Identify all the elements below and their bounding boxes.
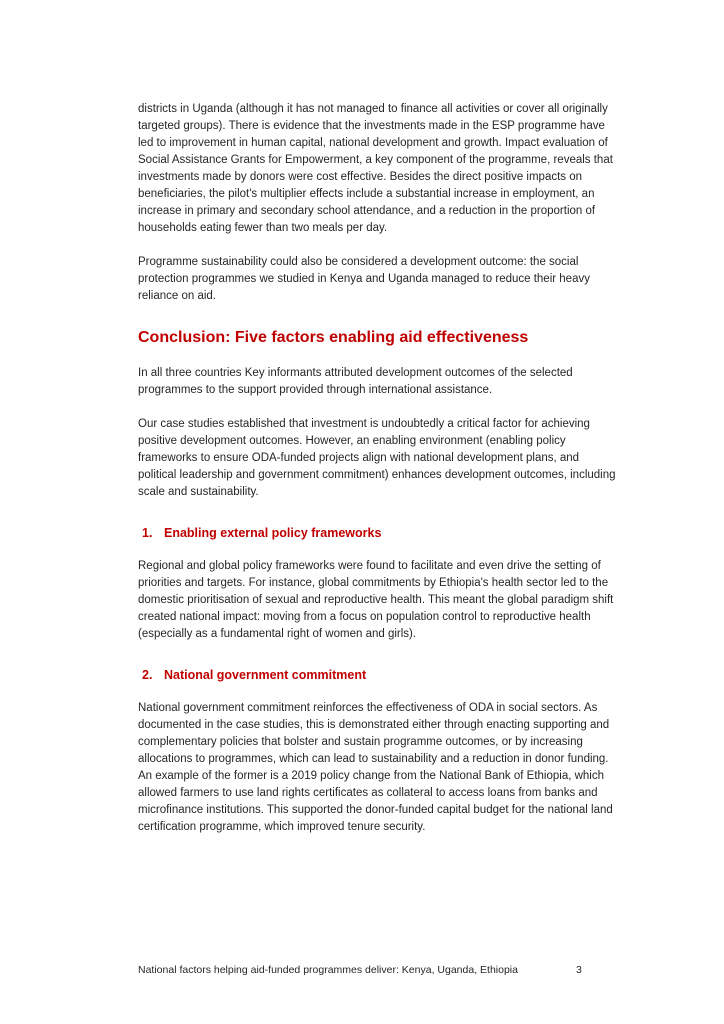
page-footer [138, 963, 620, 977]
factor-title-1: Enabling external policy frameworks [164, 526, 382, 540]
conclusion-heading: Conclusion: Five factors enabling aid effectiveness [138, 329, 529, 346]
factor-heading-1 [138, 524, 620, 542]
body-paragraph-sustainability: Programme sustainability could also be considered a development outcome: the social protection programmes we studied in Kenya and Uganda managed to reduce their heavy reliance on aid. [138, 256, 590, 302]
factor-heading-2 [138, 666, 620, 684]
conclusion-paragraph-informants: In all three countries Key informants attributed development outcomes of the selected programmes to the support provided through international assistance. [138, 367, 573, 396]
document-page [138, 101, 620, 836]
factor-number-2: 2. [142, 668, 153, 682]
factor-number-1: 1. [142, 526, 153, 540]
factor-paragraph-2: National government commitment reinforces the effectiveness of ODA in social sectors. As documented in the case studies, this is demonstrated either through enacting supporting and complementary policies that bolster and sustain programme outcomes, or by increasing allocations to programmes, which can lead to sustainability and a reduction in donor funding. An example of the former is a 2019 policy change from the National Bank of Ethiopia, which allowed farmers to use land rights certificates as collateral to access loans from banks and microfinance institutions. This supported the donor-funded capital budget for the national land certification programme, which improved tenure security. [138, 702, 613, 833]
factor-title-2: National government commitment [164, 668, 367, 682]
footer-title: National factors helping aid-funded programmes deliver: Kenya, Uganda, Ethiopia [138, 964, 518, 976]
conclusion-paragraph-investment: Our case studies established that investment is undoubtedly a critical factor for achieving positive development outcomes. However, an enabling environment (enabling policy frameworks to ensure ODA-funded projects align with national development plans, and political leadership and government commitment) enhances development outcomes, including scale and sustainability. [138, 418, 616, 498]
factor-paragraph-1: Regional and global policy frameworks were found to facilitate and even drive the setting of priorities and targets. For instance, global commitments by Ethiopia's health sector led to the domestic prioritisation of sexual and reproductive health. This meant the global paradigm shift created national impact: moving from a focus on population control to reproductive health (especially as a fundamental right of women and girls). [138, 560, 614, 640]
body-paragraph-esp-outcomes: districts in Uganda (although it has not managed to finance all activities or cover all originally targeted groups). There is evidence that the investments made in the ESP programme have led to improvement in human capital, national development and growth. Impact evaluation of Social Assistance Grants for Empowerment, a key component of the programme, reveals that investments made by donors were cost effective. Besides the direct positive impacts on beneficiaries, the pilot's multiplier effects include a substantial increase in employment, an increase in primary and secondary school attendance, and a reduction in the proportion of households eating fewer than two meals per day. [138, 103, 613, 234]
page-number: 3 [576, 964, 582, 976]
